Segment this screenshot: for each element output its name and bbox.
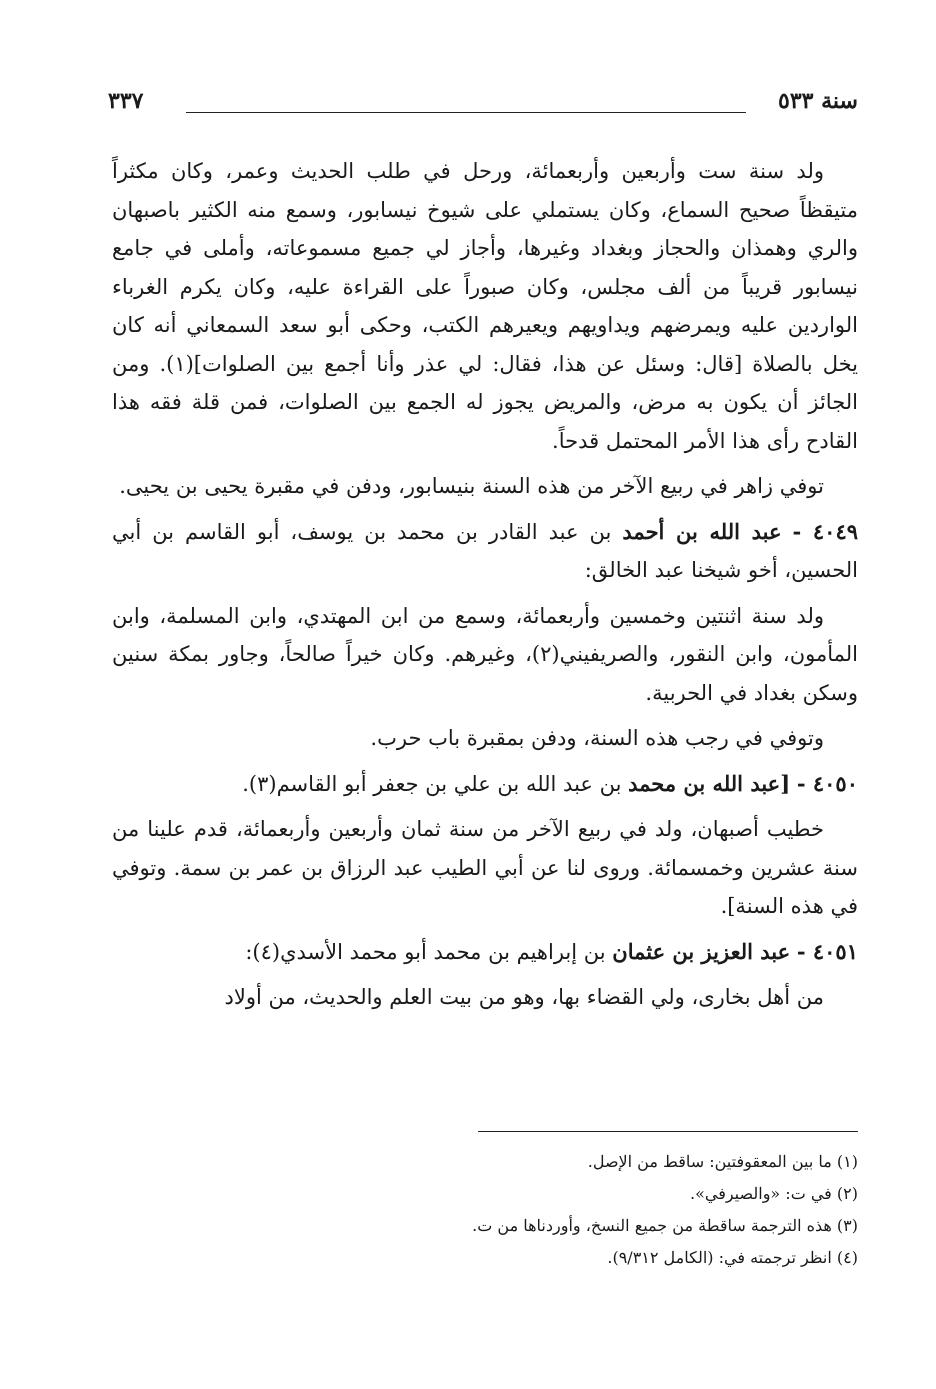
- main-text: [112, 152, 858, 1024]
- entry-number: ٤٠٥١ -: [796, 938, 858, 964]
- footnote-rule: [478, 1131, 858, 1132]
- header-year: سنة ٥٣٣: [778, 88, 858, 114]
- paragraph: من أهل بخارى، ولي القضاء بها، وهو من بيت العلم والحديث، من أولاد: [224, 985, 824, 1009]
- paragraph: توفي زاهر في ربيع الآخر من هذه السنة بنيسابور، ودفن في مقبرة يحيى بن يحيى.: [119, 474, 824, 498]
- paragraph: وتوفي في رجب هذه السنة، ودفن بمقبرة باب حرب.: [370, 726, 824, 750]
- entry-number: ٤٠٤٩ -: [792, 518, 859, 544]
- entry-name: عبد العزيز بن عثمان: [612, 938, 791, 964]
- paragraph: ولد سنة ست وأربعين وأربعمائة، ورحل في طلب الحديث وعمر، وكان مكثراً متيقظاً صحيح السماع، وكان يستملي على شيوخ نيسابور، وسمع منه الكثير باصبهان والري وهمذان والحجاز وبغداد وغيرها، وأجاز لي جميع مسموعاته، وأملى في جامع نيسابور قريباً من ألف مجلس، وكان صبوراً على القراءة عليه، وكان يكرم الغرباء الواردين عليه ويمرضهم ويداويهم ويعيرهم الكتب، وحكى أبو سعد السمعاني أنه كان يخل بالصلاة [قال: وسئل عن هذا، فقال: لي عذر وأنا أجمع بين الصلوات](١). ومن الجائز أن يكون به مرض، والمريض يجوز له الجمع بين الصلوات، فمن قلة فقه هذا القادح رأى هذا الأمر المحتمل قدحاً.: [112, 159, 858, 453]
- page-number: ٣٣٧: [108, 88, 144, 114]
- paragraph: خطيب أصبهان، ولد في ربيع الآخر من سنة ثمان وأربعين وأربعمائة، قدم علينا من سنة عشرين وخمسمائة. وروى لنا عن أبي الطيب عبد الرزاق بن عمر بن سمة. وتوفي في هذه السنة].: [112, 817, 858, 918]
- entry-number: ٤٠٥٠ -: [796, 770, 858, 796]
- header-rule: [186, 112, 746, 113]
- entry-name: [عبد الله بن محمد: [628, 770, 791, 796]
- entry-heading: ٤٠٥٠ - [عبد الله بن محمد بن عبد الله بن علي بن جعفر أبو القاسم(٣).: [242, 770, 858, 796]
- footnotes: [112, 1146, 858, 1274]
- entry-heading: ٤٠٤٩ - عبد الله بن أحمد بن عبد القادر بن محمد بن يوسف، أبو القاسم بن أبي الحسين، أخو شيخنا عبد الخالق:: [112, 518, 859, 582]
- footnote: (٤) انظر ترجمته في: (الكامل ٩/٣١٢).: [607, 1248, 858, 1267]
- page-header: [108, 88, 858, 122]
- footnote: (٢) في ت: «والصيرفي».: [689, 1184, 858, 1203]
- footnote: (٣) هذه الترجمة ساقطة من جميع النسخ، وأوردناها من ت.: [472, 1216, 858, 1235]
- paragraph: ولد سنة اثنتين وخمسين وأربعمائة، وسمع من ابن المهتدي، وابن المسلمة، وابن المأمون، وابن النقور، والصريفيني(٢)، وغيرهم. وكان خيراً صالحاً، وجاور بمكة سنين وسكن بغداد في الحربية.: [112, 603, 858, 705]
- footnote: (١) ما بين المعقوفتين: ساقط من الإصل.: [587, 1152, 858, 1171]
- entry-heading: ٤٠٥١ - عبد العزيز بن عثمان بن إبراهيم بن محمد أبو محمد الأسدي(٤):: [245, 938, 858, 964]
- entry-name: عبد الله بن أحمد: [622, 518, 782, 544]
